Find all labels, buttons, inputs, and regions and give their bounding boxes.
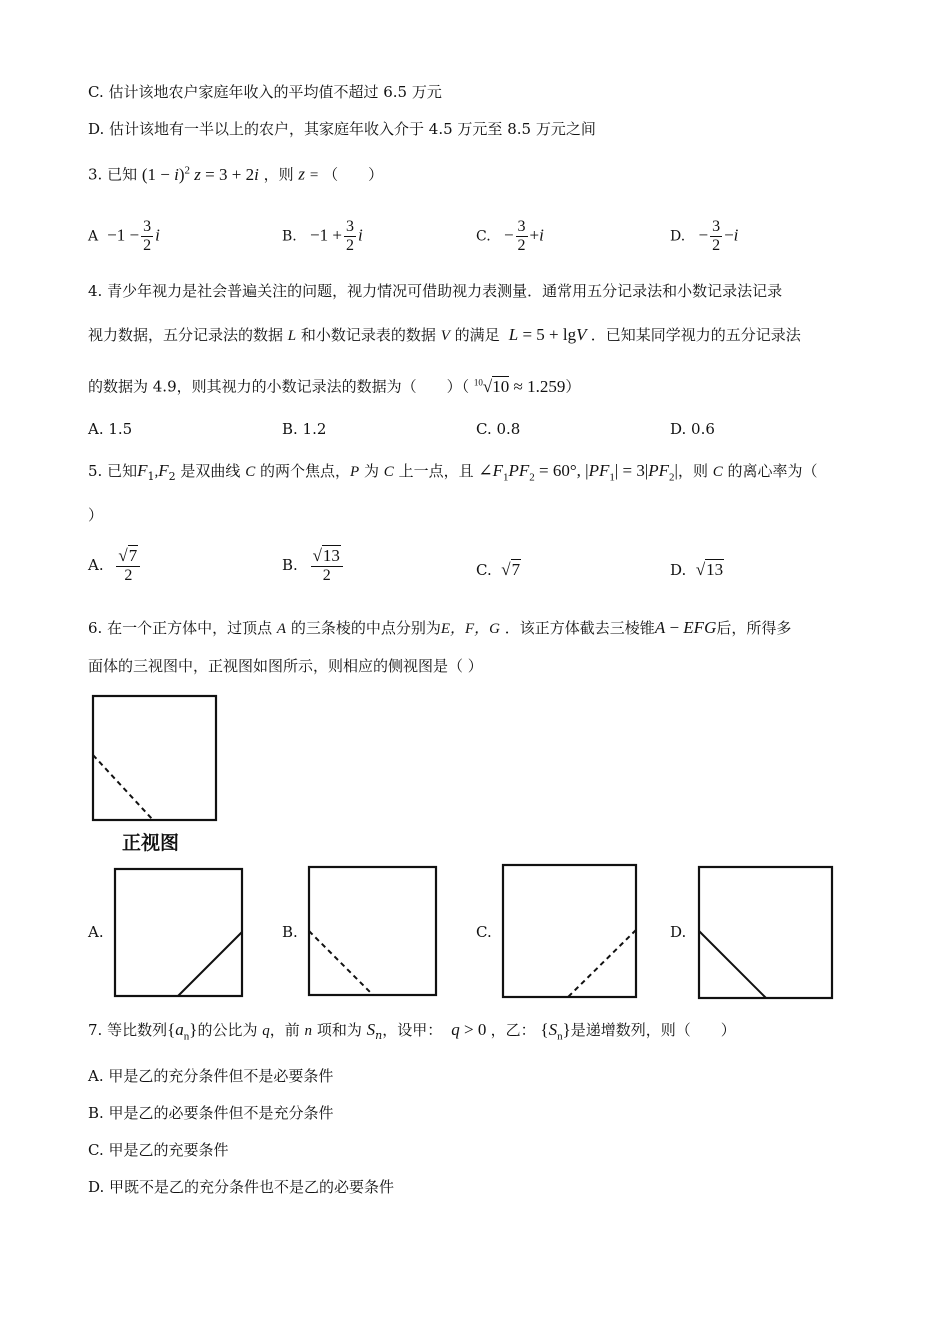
q6-option-d-figure	[696, 864, 836, 1000]
prev-option-d: D. 估计该地有一半以上的农户，其家庭年收入介于 4.5 万元至 8.5 万元之间	[88, 120, 596, 138]
q6-option-a-label: A.	[88, 923, 104, 941]
q6-option-b-label: B.	[282, 923, 298, 941]
q5-option-c: C. √7	[476, 560, 521, 579]
q3-tail: ，则	[263, 165, 294, 184]
prev-option-c: C. 估计该地农户家庭年收入的平均值不超过 6.5 万元	[88, 83, 442, 101]
q3-paren: （ ）	[323, 165, 384, 184]
q7-option-a: A. 甲是乙的充分条件但不是必要条件	[88, 1067, 334, 1085]
q6-option-c-label: C.	[476, 923, 492, 941]
q3-option-b: B. −1 + $\frac{3}{2}$ i	[282, 218, 363, 254]
front-view-square	[93, 696, 216, 820]
q7-option-b: B. 甲是乙的必要条件但不是充分条件	[88, 1104, 334, 1122]
q5-close: ）	[88, 506, 104, 524]
q4-option-a: A. 1.5	[88, 420, 133, 438]
q7-stem: 7. 等比数列$\{a_n\}$的公比为 q，前 n 项和为 $S_n$，设甲： q > 0 ，乙： $\{S_n\}$是递增数列，则（ ）	[88, 1020, 736, 1043]
q6-line1: 6. 在一个正方体中，过顶点 A 的三条棱的中点分别为E，F，G ．该正方体截去三棱锥A − EFG后，所得多	[88, 618, 792, 637]
q6-line2: 面体的三视图中，正视图如图所示，则相应的侧视图是（ ）	[88, 657, 483, 675]
q4-line2: 视力数据，五分记录法的数据 L 和小数记录表的数据 V 的满足 L = 5 + lgV ．已知某同学视力的五分记录法	[88, 325, 801, 344]
front-view-figure	[90, 693, 220, 823]
q4-line1: 4. 青少年视力是社会普遍关注的问题，视力情况可借助视力表测量．通常用五分记录法和小数记录法记录	[88, 282, 783, 300]
q3-stem: 3. 已知 $(1 - i)^2$ z = 3 + 2i ，则 z = （ ）	[88, 164, 384, 184]
q3-num: 3. 已知	[88, 165, 138, 184]
q7-option-d: D. 甲既不是乙的充分条件也不是乙的必要条件	[88, 1178, 395, 1196]
q5-stem: 5. 已知$F_1,F_2$ 是双曲线 C 的两个焦点，P 为 C 上一点，且 $\angle F_1PF_2 = 60^\circ$, $|PF_1| = 3|PF_2|$，则 C 的离心率为（	[88, 461, 818, 484]
q4-option-d: D. 0.6	[670, 420, 715, 438]
q4-line3: 的数据为 4.9，则其视力的小数记录法的数据为（ ）（ $^{10}$√10 ≈ 1.259）	[88, 376, 581, 396]
q5-option-a: A. $\frac{√7}{2}$	[88, 547, 142, 585]
q5-option-d: D. √13	[670, 560, 724, 579]
front-view-caption: 正视图	[122, 832, 180, 854]
q6-option-b-figure	[306, 864, 440, 998]
q4-option-c: C. 0.8	[476, 420, 521, 438]
q3-option-a: A −1 − $\frac{3}{2}$ i	[88, 218, 160, 254]
q4-option-b: B. 1.2	[282, 420, 327, 438]
q7-option-c: C. 甲是乙的充要条件	[88, 1141, 229, 1159]
front-view-dashed-edge	[93, 755, 153, 820]
q3-option-c: C. − $\frac{3}{2}$ +i	[476, 218, 544, 254]
q6-option-d-label: D.	[670, 923, 687, 941]
q3-option-d: D. − $\frac{3}{2}$ −i	[670, 218, 739, 254]
q6-option-a-figure	[112, 866, 246, 1000]
q5-option-b: B. $\frac{√13}{2}$	[282, 547, 345, 585]
q6-option-c-figure	[500, 862, 640, 1000]
